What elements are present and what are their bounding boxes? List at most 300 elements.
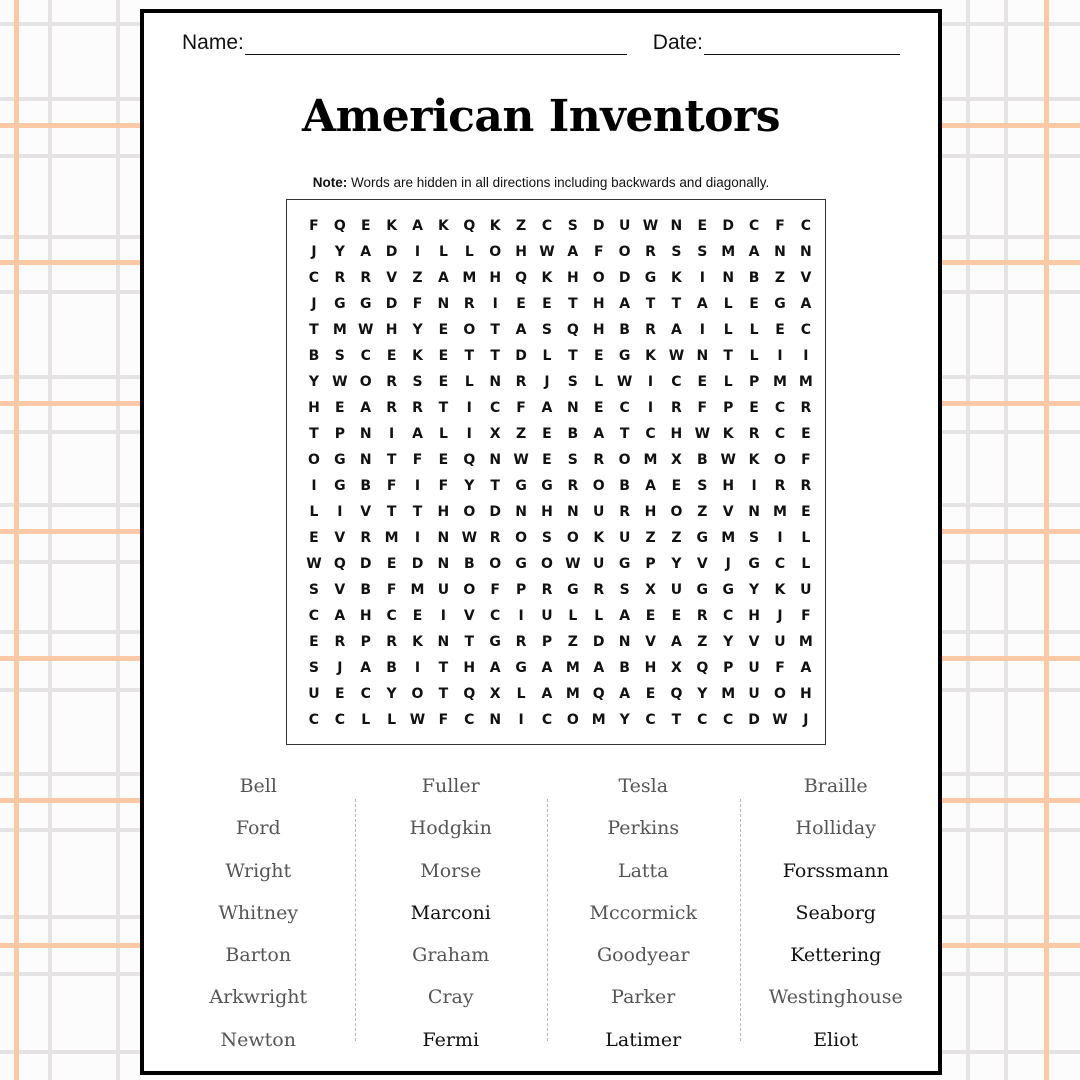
grid-cell[interactable]: E <box>801 504 811 520</box>
grid-cell[interactable]: K <box>670 270 682 286</box>
grid-cell[interactable]: C <box>645 712 656 728</box>
grid-cell[interactable]: S <box>308 582 319 598</box>
grid-cell[interactable]: E <box>645 608 656 624</box>
grid-cell[interactable]: R <box>541 582 553 598</box>
grid-cell[interactable]: J <box>544 374 550 390</box>
grid-cell[interactable]: M <box>410 582 425 598</box>
grid-cell[interactable]: A <box>437 270 449 286</box>
grid-cell[interactable]: H <box>463 660 476 676</box>
grid-cell[interactable]: P <box>360 634 371 650</box>
grid-cell[interactable]: M <box>643 452 658 468</box>
grid-cell[interactable]: A <box>334 608 346 624</box>
grid-cell[interactable]: C <box>360 686 371 702</box>
grid-cell[interactable]: C <box>671 374 682 390</box>
grid-cell[interactable]: D <box>359 556 372 572</box>
grid-cell[interactable]: O <box>618 244 631 260</box>
grid-cell[interactable]: N <box>489 452 502 468</box>
grid-cell[interactable]: U <box>618 218 631 234</box>
grid-cell[interactable]: T <box>568 348 578 364</box>
grid-cell[interactable]: W <box>720 452 736 468</box>
grid-cell[interactable]: G <box>489 634 501 650</box>
grid-cell[interactable]: A <box>515 322 527 338</box>
grid-cell[interactable]: A <box>360 244 372 260</box>
date-blank-line[interactable] <box>704 34 900 55</box>
grid-cell[interactable]: N <box>359 452 372 468</box>
grid-cell[interactable]: Q <box>463 686 476 702</box>
grid-cell[interactable]: J <box>777 608 783 624</box>
grid-cell[interactable]: D <box>385 244 398 260</box>
grid-cell[interactable]: A <box>619 296 631 312</box>
grid-cell[interactable]: E <box>645 686 656 702</box>
grid-cell[interactable]: W <box>642 218 659 234</box>
grid-cell[interactable]: T <box>671 296 682 312</box>
grid-cell[interactable]: A <box>541 400 553 416</box>
grid-cell[interactable]: E <box>671 608 682 624</box>
grid-cell[interactable]: T <box>464 348 475 364</box>
grid-cell[interactable]: N <box>722 270 735 286</box>
grid-cell[interactable]: N <box>437 296 450 312</box>
grid-cell[interactable]: F <box>490 582 500 598</box>
grid-cell[interactable]: M <box>773 374 787 390</box>
grid-cell[interactable]: I <box>518 608 524 624</box>
grid-cell[interactable]: R <box>593 452 605 468</box>
grid-cell[interactable]: C <box>386 608 397 624</box>
grid-cell[interactable]: E <box>593 348 604 364</box>
grid-cell[interactable]: A <box>567 244 579 260</box>
grid-cell[interactable]: T <box>309 322 319 338</box>
grid-cell[interactable]: L <box>568 608 578 624</box>
grid-cell[interactable]: V <box>645 634 656 650</box>
grid-cell[interactable]: T <box>723 348 733 364</box>
grid-cell[interactable]: H <box>385 322 398 338</box>
grid-cell[interactable]: Y <box>671 556 682 572</box>
grid-cell[interactable]: N <box>437 530 450 546</box>
grid-cell[interactable]: R <box>800 478 812 494</box>
grid-cell[interactable]: M <box>332 322 347 338</box>
grid-cell[interactable]: W <box>332 374 348 390</box>
grid-cell[interactable]: L <box>464 244 474 260</box>
grid-cell[interactable]: Y <box>619 712 630 728</box>
grid-cell[interactable]: C <box>774 426 786 442</box>
grid-cell[interactable]: L <box>749 348 759 364</box>
grid-cell[interactable]: R <box>515 374 527 390</box>
grid-cell[interactable]: G <box>774 296 786 312</box>
grid-cell[interactable]: E <box>309 530 319 546</box>
grid-cell[interactable]: U <box>748 660 760 676</box>
grid-cell[interactable]: T <box>386 504 397 520</box>
grid-cell[interactable]: E <box>412 608 423 624</box>
grid-cell[interactable]: Q <box>463 218 476 234</box>
grid-cell[interactable]: S <box>697 244 708 260</box>
grid-cell[interactable]: F <box>593 244 604 260</box>
grid-cell[interactable]: O <box>541 556 553 572</box>
grid-cell[interactable]: D <box>722 218 734 234</box>
grid-cell[interactable]: R <box>800 400 812 416</box>
grid-cell[interactable]: Z <box>697 504 708 520</box>
grid-cell[interactable]: N <box>437 634 450 650</box>
grid-cell[interactable]: E <box>542 452 552 468</box>
grid-cell[interactable]: D <box>411 556 424 572</box>
grid-cell[interactable]: M <box>721 530 736 546</box>
grid-cell[interactable]: Y <box>723 634 734 650</box>
grid-cell[interactable]: S <box>671 244 682 260</box>
grid-cell[interactable]: C <box>723 712 734 728</box>
grid-cell[interactable]: F <box>412 296 423 312</box>
grid-cell[interactable]: Z <box>515 426 527 442</box>
grid-cell[interactable]: A <box>360 660 372 676</box>
grid-cell[interactable]: H <box>800 686 812 702</box>
grid-cell[interactable]: F <box>386 478 397 494</box>
grid-cell[interactable]: R <box>489 530 501 546</box>
grid-cell[interactable]: O <box>463 582 476 598</box>
grid-cell[interactable]: Q <box>592 686 605 702</box>
grid-cell[interactable]: X <box>489 686 501 702</box>
grid-cell[interactable]: N <box>437 556 450 572</box>
grid-cell[interactable]: L <box>723 296 733 312</box>
grid-cell[interactable]: B <box>386 660 397 676</box>
grid-cell[interactable]: O <box>774 452 786 468</box>
grid-cell[interactable]: L <box>542 348 552 364</box>
grid-cell[interactable]: I <box>337 504 343 520</box>
grid-cell[interactable]: K <box>593 530 605 546</box>
grid-cell[interactable]: C <box>308 712 320 728</box>
grid-cell[interactable]: H <box>437 504 450 520</box>
grid-cell[interactable]: N <box>489 712 502 728</box>
grid-cell[interactable]: N <box>774 244 786 260</box>
grid-cell[interactable]: C <box>541 712 553 728</box>
grid-cell[interactable]: B <box>463 556 475 572</box>
grid-cell[interactable]: M <box>721 686 736 702</box>
grid-cell[interactable]: F <box>438 712 449 728</box>
grid-cell[interactable]: L <box>361 712 371 728</box>
grid-cell[interactable]: E <box>438 452 449 468</box>
grid-cell[interactable]: C <box>723 608 734 624</box>
grid-cell[interactable]: N <box>566 504 579 520</box>
grid-cell[interactable]: F <box>438 478 449 494</box>
grid-cell[interactable]: K <box>748 452 760 468</box>
grid-cell[interactable]: E <box>542 296 552 312</box>
grid-cell[interactable]: U <box>618 530 631 546</box>
grid-cell[interactable]: Y <box>386 686 397 702</box>
grid-cell[interactable]: E <box>438 322 449 338</box>
grid-cell[interactable]: C <box>748 218 760 234</box>
grid-cell[interactable]: L <box>801 530 811 546</box>
grid-cell[interactable]: V <box>696 556 708 572</box>
grid-cell[interactable]: Y <box>464 478 475 494</box>
grid-cell[interactable]: F <box>801 452 811 468</box>
grid-cell[interactable]: K <box>645 348 656 364</box>
grid-cell[interactable]: M <box>565 660 580 676</box>
grid-cell[interactable]: E <box>360 218 371 234</box>
grid-cell[interactable]: E <box>516 296 526 312</box>
grid-cell[interactable]: A <box>412 426 423 442</box>
grid-cell[interactable]: B <box>360 582 372 598</box>
grid-cell[interactable]: P <box>645 556 656 572</box>
grid-cell[interactable]: Y <box>749 582 760 598</box>
name-blank-line[interactable] <box>245 34 627 55</box>
grid-cell[interactable]: G <box>618 556 631 572</box>
grid-cell[interactable]: G <box>644 270 657 286</box>
grid-cell[interactable]: X <box>671 452 682 468</box>
grid-cell[interactable]: C <box>490 608 501 624</box>
grid-cell[interactable]: S <box>619 582 630 598</box>
grid-cell[interactable]: G <box>696 530 709 546</box>
grid-cell[interactable]: L <box>309 504 319 520</box>
grid-cell[interactable]: K <box>437 218 449 234</box>
grid-cell[interactable]: E <box>542 426 552 442</box>
grid-cell[interactable]: N <box>515 504 527 520</box>
grid-cell[interactable]: E <box>438 374 449 390</box>
grid-cell[interactable]: E <box>438 348 449 364</box>
grid-cell[interactable]: I <box>699 322 705 338</box>
grid-cell[interactable]: O <box>515 530 528 546</box>
grid-cell[interactable]: Q <box>333 556 346 572</box>
grid-cell[interactable]: T <box>464 634 475 650</box>
grid-cell[interactable]: F <box>801 608 811 624</box>
grid-cell[interactable]: D <box>748 712 760 728</box>
grid-cell[interactable]: D <box>385 296 398 312</box>
grid-cell[interactable]: R <box>412 400 423 416</box>
grid-cell[interactable]: R <box>386 400 397 416</box>
grid-cell[interactable]: Z <box>412 270 423 286</box>
grid-cell[interactable]: S <box>541 530 552 546</box>
grid-cell[interactable]: N <box>748 504 760 520</box>
grid-cell[interactable]: R <box>567 478 579 494</box>
grid-cell[interactable]: W <box>772 712 788 728</box>
grid-cell[interactable]: Z <box>671 530 682 546</box>
grid-cell[interactable]: S <box>749 530 760 546</box>
grid-cell[interactable]: O <box>463 322 476 338</box>
grid-cell[interactable]: E <box>749 400 759 416</box>
grid-cell[interactable]: B <box>619 478 630 494</box>
grid-cell[interactable]: U <box>593 504 605 520</box>
grid-cell[interactable]: N <box>696 348 709 364</box>
grid-cell[interactable]: C <box>800 218 811 234</box>
grid-cell[interactable]: Y <box>334 244 345 260</box>
grid-cell[interactable]: R <box>671 400 682 416</box>
grid-cell[interactable]: A <box>645 478 656 494</box>
grid-cell[interactable]: E <box>697 374 708 390</box>
grid-cell[interactable]: E <box>801 426 811 442</box>
grid-cell[interactable]: H <box>489 270 502 286</box>
grid-cell[interactable]: O <box>463 504 476 520</box>
grid-cell[interactable]: O <box>592 478 605 494</box>
grid-cell[interactable]: R <box>515 634 527 650</box>
grid-cell[interactable]: G <box>515 478 527 494</box>
grid-cell[interactable]: W <box>694 426 711 442</box>
grid-cell[interactable]: V <box>334 530 346 546</box>
grid-cell[interactable]: A <box>748 244 760 260</box>
grid-cell[interactable]: B <box>360 478 372 494</box>
grid-cell[interactable]: W <box>306 556 322 572</box>
grid-cell[interactable]: G <box>334 452 346 468</box>
grid-cell[interactable]: Q <box>463 452 476 468</box>
grid-cell[interactable]: L <box>438 426 448 442</box>
grid-cell[interactable]: R <box>334 634 346 650</box>
grid-cell[interactable]: H <box>592 322 605 338</box>
grid-cell[interactable]: N <box>800 244 812 260</box>
grid-cell[interactable]: R <box>748 426 760 442</box>
grid-cell[interactable]: J <box>311 244 317 260</box>
grid-cell[interactable]: C <box>308 608 320 624</box>
grid-cell[interactable]: J <box>311 296 317 312</box>
grid-cell[interactable]: V <box>386 270 398 286</box>
grid-cell[interactable]: A <box>670 634 682 650</box>
grid-cell[interactable]: O <box>411 686 424 702</box>
grid-cell[interactable]: G <box>618 348 631 364</box>
grid-cell[interactable]: Y <box>697 686 708 702</box>
grid-cell[interactable]: N <box>670 218 683 234</box>
grid-cell[interactable]: I <box>751 478 757 494</box>
grid-cell[interactable]: O <box>592 270 605 286</box>
grid-cell[interactable]: K <box>541 270 553 286</box>
grid-cell[interactable]: E <box>671 478 682 494</box>
grid-cell[interactable]: L <box>749 322 759 338</box>
grid-cell[interactable]: I <box>466 400 472 416</box>
grid-cell[interactable]: I <box>466 426 472 442</box>
grid-cell[interactable]: O <box>489 244 502 260</box>
grid-cell[interactable]: W <box>668 348 685 364</box>
grid-cell[interactable]: I <box>492 296 498 312</box>
grid-cell[interactable]: G <box>722 582 734 598</box>
grid-cell[interactable]: K <box>412 634 423 650</box>
grid-cell[interactable]: A <box>541 660 553 676</box>
grid-cell[interactable]: L <box>387 712 397 728</box>
grid-cell[interactable]: A <box>412 218 423 234</box>
grid-cell[interactable]: M <box>773 504 787 520</box>
grid-cell[interactable]: E <box>749 296 759 312</box>
grid-cell[interactable]: B <box>748 270 760 286</box>
grid-cell[interactable]: A <box>489 660 501 676</box>
grid-cell[interactable]: R <box>360 530 372 546</box>
grid-cell[interactable]: E <box>775 322 785 338</box>
grid-cell[interactable]: I <box>803 348 809 364</box>
grid-cell[interactable]: W <box>565 556 581 572</box>
grid-cell[interactable]: L <box>464 374 474 390</box>
grid-cell[interactable]: T <box>438 686 449 702</box>
grid-cell[interactable]: A <box>541 686 553 702</box>
grid-cell[interactable]: T <box>386 452 397 468</box>
grid-cell[interactable]: B <box>619 322 630 338</box>
grid-cell[interactable]: O <box>307 452 320 468</box>
grid-cell[interactable]: R <box>386 634 397 650</box>
grid-cell[interactable]: G <box>334 296 346 312</box>
grid-cell[interactable]: O <box>618 452 631 468</box>
grid-cell[interactable]: U <box>748 686 760 702</box>
grid-cell[interactable]: N <box>489 374 502 390</box>
grid-cell[interactable]: C <box>645 426 656 442</box>
grid-cell[interactable]: L <box>594 608 604 624</box>
grid-cell[interactable]: T <box>309 426 319 442</box>
grid-cell[interactable]: M <box>591 712 606 728</box>
grid-cell[interactable]: W <box>358 322 374 338</box>
grid-cell[interactable]: C <box>334 712 345 728</box>
grid-cell[interactable]: E <box>593 400 604 416</box>
grid-cell[interactable]: C <box>774 556 786 572</box>
grid-cell[interactable]: S <box>567 374 578 390</box>
grid-cell[interactable]: B <box>567 426 579 442</box>
grid-cell[interactable]: C <box>490 400 501 416</box>
grid-cell[interactable]: K <box>722 426 734 442</box>
grid-cell[interactable]: O <box>566 712 579 728</box>
grid-cell[interactable]: W <box>513 452 529 468</box>
grid-cell[interactable]: F <box>412 452 423 468</box>
grid-cell[interactable]: U <box>800 582 812 598</box>
grid-cell[interactable]: Z <box>697 634 708 650</box>
grid-cell[interactable]: M <box>798 374 813 390</box>
grid-cell[interactable]: Q <box>566 322 579 338</box>
grid-cell[interactable]: T <box>412 504 423 520</box>
grid-cell[interactable]: S <box>308 660 319 676</box>
grid-cell[interactable]: K <box>489 218 501 234</box>
grid-cell[interactable]: L <box>438 244 448 260</box>
grid-cell[interactable]: N <box>566 400 579 416</box>
grid-cell[interactable]: E <box>335 400 345 416</box>
grid-cell[interactable]: Q <box>670 686 683 702</box>
grid-cell[interactable]: A <box>593 660 605 676</box>
grid-cell[interactable]: H <box>722 478 735 494</box>
grid-cell[interactable]: L <box>594 374 604 390</box>
grid-cell[interactable]: C <box>360 348 371 364</box>
grid-cell[interactable]: C <box>464 712 475 728</box>
grid-cell[interactable]: R <box>696 608 708 624</box>
grid-cell[interactable]: C <box>619 400 630 416</box>
grid-cell[interactable]: E <box>697 218 708 234</box>
grid-cell[interactable]: S <box>412 374 423 390</box>
grid-cell[interactable]: G <box>515 556 527 572</box>
grid-cell[interactable]: I <box>414 244 421 260</box>
grid-cell[interactable]: P <box>541 634 553 650</box>
grid-cell[interactable]: S <box>567 218 578 234</box>
grid-cell[interactable]: T <box>490 478 500 494</box>
grid-cell[interactable]: H <box>644 504 657 520</box>
grid-cell[interactable]: D <box>592 634 605 650</box>
grid-cell[interactable]: I <box>647 400 654 416</box>
grid-cell[interactable]: L <box>723 322 733 338</box>
grid-cell[interactable]: C <box>697 712 708 728</box>
grid-cell[interactable]: W <box>539 244 555 260</box>
grid-cell[interactable]: E <box>335 686 345 702</box>
grid-cell[interactable]: I <box>311 478 317 494</box>
grid-cell[interactable]: I <box>518 712 524 728</box>
grid-cell[interactable]: T <box>490 348 500 364</box>
grid-cell[interactable]: B <box>308 348 320 364</box>
grid-cell[interactable]: H <box>308 400 320 416</box>
grid-cell[interactable]: H <box>748 608 760 624</box>
grid-cell[interactable]: W <box>616 374 633 390</box>
grid-cell[interactable]: I <box>414 478 421 494</box>
grid-cell[interactable]: C <box>541 218 553 234</box>
grid-cell[interactable]: O <box>359 374 372 390</box>
grid-cell[interactable]: P <box>515 582 527 598</box>
grid-cell[interactable]: E <box>386 556 397 572</box>
grid-cell[interactable]: X <box>645 582 656 598</box>
grid-cell[interactable]: Q <box>515 270 528 286</box>
grid-cell[interactable]: A <box>670 322 682 338</box>
grid-cell[interactable]: M <box>798 634 813 650</box>
grid-cell[interactable]: M <box>565 686 580 702</box>
grid-cell[interactable]: U <box>541 608 553 624</box>
grid-cell[interactable]: U <box>308 686 320 702</box>
grid-cell[interactable]: I <box>647 374 654 390</box>
grid-cell[interactable]: A <box>593 426 605 442</box>
grid-cell[interactable]: G <box>359 296 372 312</box>
grid-cell[interactable]: F <box>697 400 708 416</box>
grid-cell[interactable]: T <box>438 660 449 676</box>
grid-cell[interactable]: M <box>721 244 736 260</box>
grid-cell[interactable]: J <box>725 556 731 572</box>
grid-cell[interactable]: P <box>723 400 734 416</box>
